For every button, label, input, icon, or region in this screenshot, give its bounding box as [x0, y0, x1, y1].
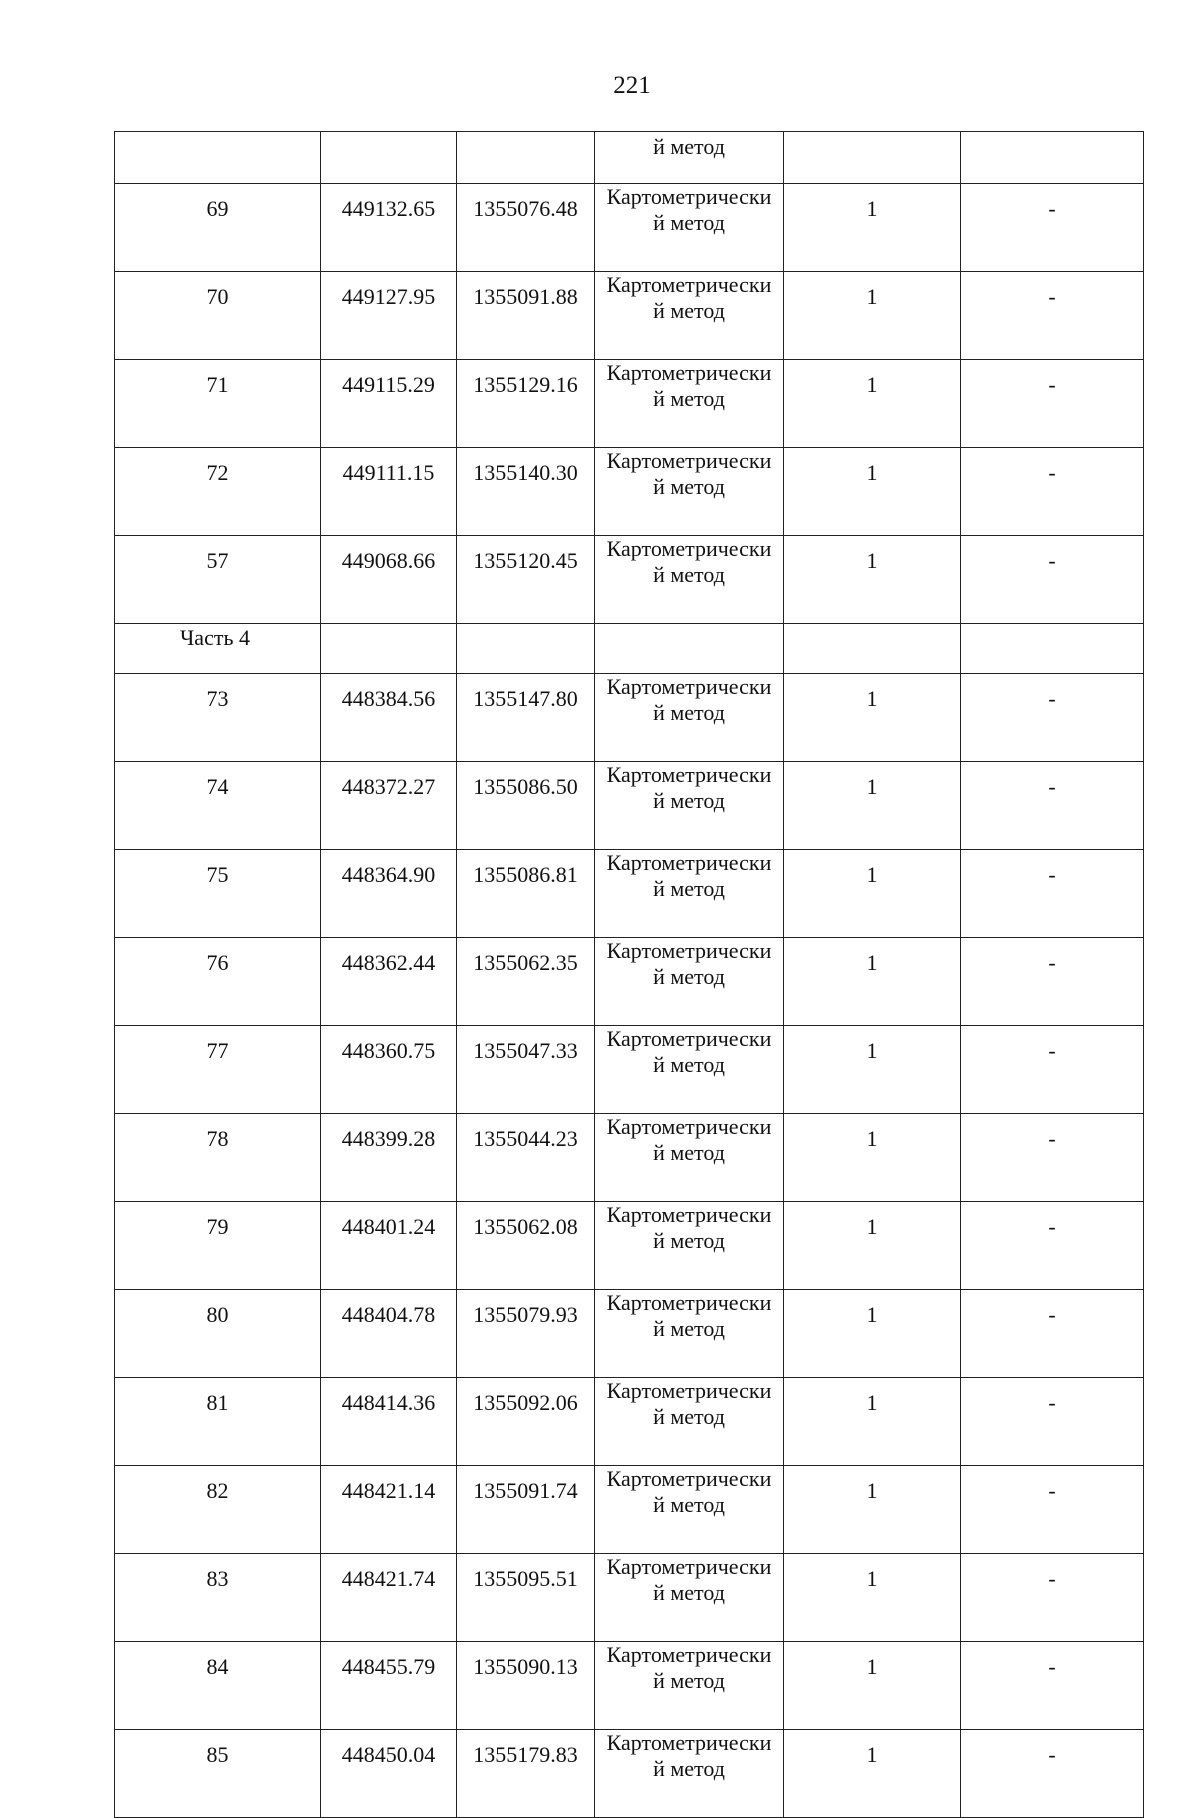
method-line-1: Картометрически [606, 762, 772, 787]
cell-accuracy: 1 [784, 1026, 961, 1114]
method-line-2: й метод [653, 386, 725, 411]
method-line-1: Картометрически [606, 1026, 772, 1051]
cell-accuracy: 1 [784, 1202, 961, 1290]
cell-accuracy [784, 132, 961, 184]
cell-accuracy: 1 [784, 536, 961, 624]
cell-point: 72 [115, 448, 321, 536]
cell-method [595, 674, 784, 762]
cell-point: 70 [115, 272, 321, 360]
cell-point: 77 [115, 1026, 321, 1114]
cell-method [595, 1378, 784, 1466]
cell-method [595, 448, 784, 536]
cell-point: 57 [115, 536, 321, 624]
table-row [115, 850, 1144, 938]
table-row [115, 762, 1144, 850]
cell-point: 76 [115, 938, 321, 1026]
method-line-1: Картометрически [606, 1730, 772, 1755]
method-line-2: й метод [653, 1492, 725, 1517]
cell-note: - [961, 1202, 1144, 1290]
cell-point: 82 [115, 1466, 321, 1554]
cell-note: - [961, 1026, 1144, 1114]
table-row [115, 360, 1144, 448]
cell-method [595, 1290, 784, 1378]
cell-x: 448364.90 [321, 850, 457, 938]
table-row [115, 1114, 1144, 1202]
section-empty-cell [457, 624, 595, 674]
method-line-2: й метод [653, 1316, 725, 1341]
cell-accuracy: 1 [784, 1554, 961, 1642]
cell-note: - [961, 448, 1144, 536]
cell-y: 1355179.83 [457, 1730, 595, 1818]
cell-note [961, 132, 1144, 184]
cell-note: - [961, 1290, 1144, 1378]
method-line-2: й метод [653, 210, 725, 235]
cell-x: 448455.79 [321, 1642, 457, 1730]
cell-note: - [961, 850, 1144, 938]
cell-y: 1355091.88 [457, 272, 595, 360]
method-line-1: Картометрически [606, 1202, 772, 1227]
method-line-2: й метод [653, 1052, 725, 1077]
cell-note: - [961, 1114, 1144, 1202]
cell-x: 449127.95 [321, 272, 457, 360]
section-empty-cell [595, 624, 784, 674]
page-number: 221 [613, 72, 651, 99]
cell-x: 448401.24 [321, 1202, 457, 1290]
cell-x: 448372.27 [321, 762, 457, 850]
cell-accuracy: 1 [784, 762, 961, 850]
table-row [115, 1466, 1144, 1554]
cell-accuracy: 1 [784, 850, 961, 938]
method-line-2: й метод [653, 1580, 725, 1605]
cell-method [595, 1466, 784, 1554]
method-line-2: й метод [653, 562, 725, 587]
cell-x: 448450.04 [321, 1730, 457, 1818]
cell-accuracy: 1 [784, 938, 961, 1026]
method-line-2: й метод [653, 876, 725, 901]
method-line-1: Картометрически [606, 1114, 772, 1139]
cell-point: 83 [115, 1554, 321, 1642]
cell-method: й метод [595, 132, 784, 184]
cell-note: - [961, 1378, 1144, 1466]
cell-x: 448360.75 [321, 1026, 457, 1114]
method-line-1: Картометрически [606, 1554, 772, 1579]
table-row [115, 1554, 1144, 1642]
cell-accuracy: 1 [784, 1642, 961, 1730]
section-empty-cell [784, 624, 961, 674]
table-row [115, 1378, 1144, 1466]
section-label: Часть 4 [115, 624, 321, 674]
cell-method [595, 1026, 784, 1114]
section-empty-cell [321, 624, 457, 674]
cell-y: 1355129.16 [457, 360, 595, 448]
cell-x: 449115.29 [321, 360, 457, 448]
method-line-1: Картометрически [606, 850, 772, 875]
cell-point: 84 [115, 1642, 321, 1730]
method-line-1: Картометрически [606, 1642, 772, 1667]
method-line-1: Картометрически [606, 536, 772, 561]
method-line-1: Картометрически [606, 1466, 772, 1491]
cell-point: 79 [115, 1202, 321, 1290]
method-line-2: й метод [653, 700, 725, 725]
cell-method [595, 762, 784, 850]
method-line-2: й метод [653, 298, 725, 323]
cell-method [595, 360, 784, 448]
cell-point: 75 [115, 850, 321, 938]
coordinates-table [114, 131, 1144, 1818]
cell-method [595, 1730, 784, 1818]
cell-x: 448421.14 [321, 1466, 457, 1554]
section-row [115, 624, 1144, 674]
cell-accuracy: 1 [784, 1730, 961, 1818]
cell-x: 448404.78 [321, 1290, 457, 1378]
cell-y: 1355086.50 [457, 762, 595, 850]
cell-method [595, 850, 784, 938]
cell-y: 1355095.51 [457, 1554, 595, 1642]
cell-x: 449111.15 [321, 448, 457, 536]
cell-point: 69 [115, 184, 321, 272]
cell-y: 1355062.35 [457, 938, 595, 1026]
cell-y [457, 132, 595, 184]
cell-point: 73 [115, 674, 321, 762]
cell-note: - [961, 272, 1144, 360]
method-line-1: Картометрически [606, 272, 772, 297]
cell-x: 448421.74 [321, 1554, 457, 1642]
cell-accuracy: 1 [784, 360, 961, 448]
table-row [115, 1026, 1144, 1114]
cell-y: 1355076.48 [457, 184, 595, 272]
cell-point: 74 [115, 762, 321, 850]
method-line-2: й метод [653, 1756, 725, 1781]
cell-method [595, 1114, 784, 1202]
cell-x: 448399.28 [321, 1114, 457, 1202]
method-line-2: й метод [653, 1228, 725, 1253]
method-line-1: Картометрически [606, 674, 772, 699]
cell-y: 1355147.80 [457, 674, 595, 762]
cell-note: - [961, 762, 1144, 850]
section-empty-cell [961, 624, 1144, 674]
continuation-row [115, 132, 1144, 184]
method-line-1: Картометрически [606, 938, 772, 963]
cell-point: 85 [115, 1730, 321, 1818]
table-row [115, 674, 1144, 762]
cell-y: 1355044.23 [457, 1114, 595, 1202]
table-row [115, 448, 1144, 536]
method-line-1: Картометрически [606, 1378, 772, 1403]
method-line-1: Картометрически [606, 1290, 772, 1315]
method-line-1: Картометрически [606, 360, 772, 385]
cell-accuracy: 1 [784, 674, 961, 762]
cell-accuracy: 1 [784, 1466, 961, 1554]
table-row [115, 1290, 1144, 1378]
cell-y: 1355120.45 [457, 536, 595, 624]
cell-method [595, 1642, 784, 1730]
cell-method [595, 938, 784, 1026]
cell-note: - [961, 1466, 1144, 1554]
cell-note: - [961, 674, 1144, 762]
cell-y: 1355079.93 [457, 1290, 595, 1378]
method-line-2: й метод [653, 788, 725, 813]
cell-method [595, 536, 784, 624]
cell-note: - [961, 938, 1144, 1026]
cell-point: 71 [115, 360, 321, 448]
table-row [115, 1642, 1144, 1730]
table-row [115, 1730, 1144, 1818]
table-row [115, 184, 1144, 272]
cell-y: 1355090.13 [457, 1642, 595, 1730]
cell-method [595, 184, 784, 272]
method-line-2: й метод [653, 1140, 725, 1165]
cell-point [115, 132, 321, 184]
cell-x: 448362.44 [321, 938, 457, 1026]
table-row [115, 536, 1144, 624]
cell-accuracy: 1 [784, 184, 961, 272]
coordinates-table-body [115, 132, 1144, 1818]
method-line-1: Картометрически [606, 184, 772, 209]
cell-accuracy: 1 [784, 1378, 961, 1466]
cell-point: 81 [115, 1378, 321, 1466]
method-line-1: Картометрически [606, 448, 772, 473]
cell-accuracy: 1 [784, 272, 961, 360]
method-line-2: й метод [653, 1404, 725, 1429]
cell-point: 80 [115, 1290, 321, 1378]
cell-x: 449068.66 [321, 536, 457, 624]
cell-accuracy: 1 [784, 1114, 961, 1202]
cell-point: 78 [115, 1114, 321, 1202]
cell-x: 448414.36 [321, 1378, 457, 1466]
cell-x [321, 132, 457, 184]
table-row [115, 1202, 1144, 1290]
table-row [115, 938, 1144, 1026]
cell-y: 1355047.33 [457, 1026, 595, 1114]
cell-y: 1355091.74 [457, 1466, 595, 1554]
cell-y: 1355086.81 [457, 850, 595, 938]
cell-y: 1355140.30 [457, 448, 595, 536]
table-row [115, 272, 1144, 360]
cell-method [595, 1202, 784, 1290]
cell-note: - [961, 184, 1144, 272]
cell-accuracy: 1 [784, 1290, 961, 1378]
cell-method [595, 1554, 784, 1642]
cell-note: - [961, 1730, 1144, 1818]
cell-y: 1355062.08 [457, 1202, 595, 1290]
cell-y: 1355092.06 [457, 1378, 595, 1466]
cell-note: - [961, 1642, 1144, 1730]
cell-accuracy: 1 [784, 448, 961, 536]
cell-note: - [961, 536, 1144, 624]
cell-note: - [961, 360, 1144, 448]
cell-method [595, 272, 784, 360]
cell-x: 448384.56 [321, 674, 457, 762]
cell-x: 449132.65 [321, 184, 457, 272]
cell-note: - [961, 1554, 1144, 1642]
method-line-2: й метод [653, 1668, 725, 1693]
method-line-2: й метод [653, 474, 725, 499]
method-line-2: й метод [653, 964, 725, 989]
